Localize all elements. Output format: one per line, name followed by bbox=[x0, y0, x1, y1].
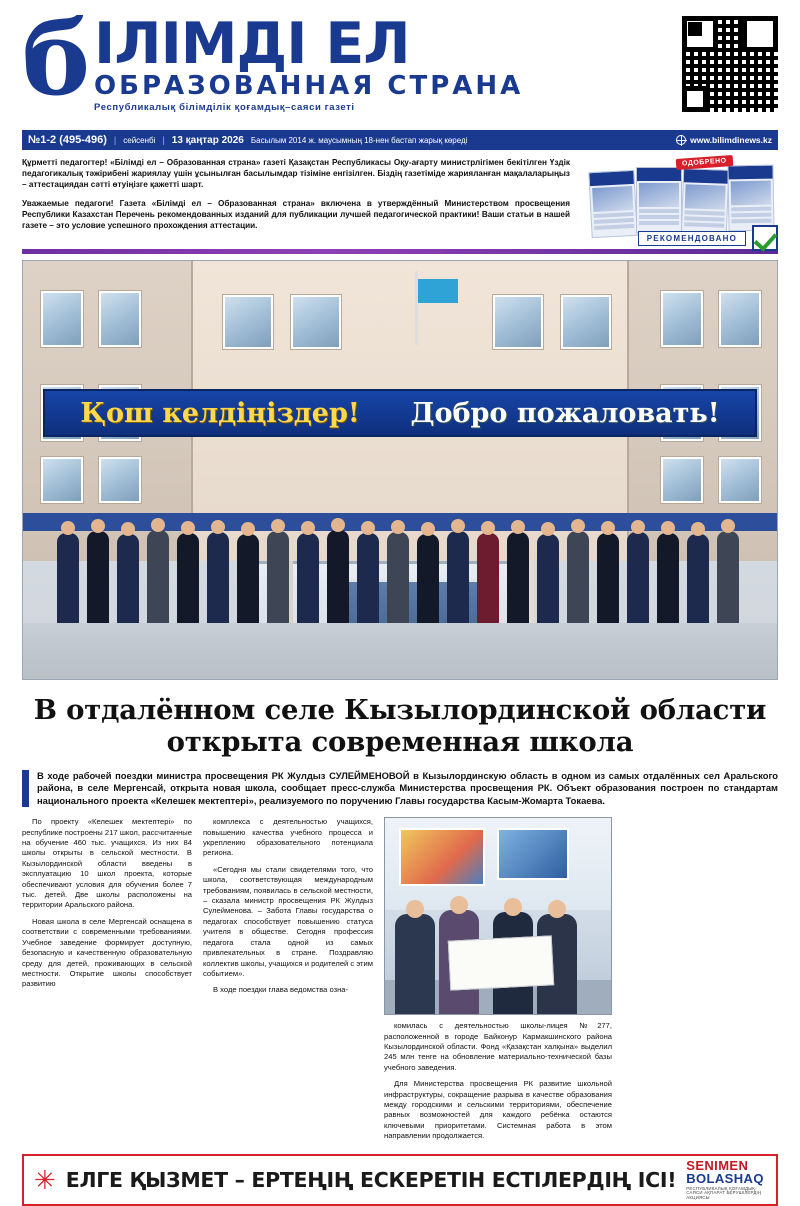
body-paragraph: По проекту «Келешек мектептері» по республике построены 217 школ, рассчитанные на обучение 460 тыс. учащихся. Из них 84 школы открыты в сельской местности. В Кызылординской области введены в эксплуатацию 10 школ проекта, которые обеспечивают условия для обучения более 7 тыс. детей. Две школы расположены на территории Аральского района. bbox=[22, 817, 192, 910]
article-body bbox=[22, 817, 778, 1015]
issue-covers-collage bbox=[580, 157, 778, 243]
lead-accent-bar bbox=[22, 770, 29, 807]
footer-slogan-banner bbox=[22, 1154, 778, 1206]
issue-number: №1-2 (495-496) bbox=[28, 134, 107, 146]
body-column-3-text bbox=[384, 1021, 612, 1141]
separator: | bbox=[113, 135, 117, 145]
masthead bbox=[22, 0, 778, 126]
body-column-2 bbox=[203, 817, 373, 1015]
article-headline: В отдалённом селе Кызылординской области открыта современная школа bbox=[33, 694, 767, 758]
snowflake-icon: ✳ bbox=[34, 1164, 56, 1195]
body-column-1 bbox=[22, 817, 192, 1015]
brand-line-2: BOLASHAQ bbox=[686, 1171, 764, 1187]
logo-letter: б bbox=[22, 0, 89, 119]
wall-poster bbox=[399, 828, 485, 886]
logo bbox=[22, 0, 524, 119]
editorial-note bbox=[22, 157, 778, 243]
recommended-badge: РЕКОМЕНДОВАНО bbox=[638, 231, 746, 246]
approved-stamp: ОДОБРЕНО bbox=[676, 155, 733, 170]
paper-subtitle: Республикалық білімділік қоғамдық–саяси газеті bbox=[94, 102, 355, 113]
editorial-note-kazakh: Құрметті педагогтер! «Білімді ел – Образованная страна» газеті Қазақстан Республикасы Оқу-ағарту министрлігімен бекітілген Үздік педагогикалық тәжірибені жариялау үшін ұсынылған басылымдар тізіміне енгізілген. Біздің газетіміде жарияланған мақалаларыңыз – аттестациядан сәтті өтуіңізге қажетті шарт. bbox=[22, 158, 570, 190]
paper-title-kazakh: ІЛІМДІ ЕЛ bbox=[94, 11, 410, 77]
campaign-brand bbox=[686, 1159, 766, 1200]
body-paragraph: Для Министерства просвещения РК развитие школьной инфраструктуры, сокращение разрыва в качестве образования между городскими и сельскими территориями, обеспечение равных возможностей для каждого ребёнка остаются ключевыми приоритетами. Системная работа в этом направлении продолжается. bbox=[384, 1079, 612, 1141]
body-paragraph: Новая школа в селе Мергенсай оснащена в соответствии с современными требованиями. Учебное заведение формирует доступную, безопасную и качественную образовательную среду для детей, проживающих в сельской местности. Открытие школы способствует развитию bbox=[22, 916, 192, 989]
welcome-text-kazakh: Қош келдіңіздер! bbox=[80, 397, 360, 429]
welcome-text-russian: Добро пожаловать! bbox=[410, 397, 720, 429]
founded-note: Басылым 2014 ж. маусымның 18-нен бастап жарық көреді bbox=[250, 135, 468, 145]
article-lead bbox=[22, 770, 778, 807]
document-sheet bbox=[448, 936, 554, 991]
body-paragraph: В ходе поездки глава ведомства озна- bbox=[213, 985, 349, 995]
officials-group-photo bbox=[57, 499, 743, 629]
editorial-note-russian: Уважаемые педагоги! Газета «Білімді ел – Образованная страна» включена в утверждённый Министерством просвещения Республики Казахстан Перечень рекомендованных изданий для публикации лучшей педагогической практики! Ваши статьи в нашей газете – это условие успешного прохождения аттестации. bbox=[22, 198, 570, 231]
website-url: www.bilimdinews.kz bbox=[690, 135, 772, 145]
qr-code-icon[interactable] bbox=[682, 16, 778, 112]
article-body-lower bbox=[22, 1021, 778, 1141]
cover-thumbnail bbox=[727, 165, 774, 232]
check-mark-icon bbox=[752, 225, 778, 251]
slogan-text: ЕЛГЕ ҚЫЗМЕТ – ЕРТЕҢІҢ ЕСКЕРЕТІН ЕСТІЛЕРДІҢ ІСІ! bbox=[65, 1167, 677, 1192]
cover-thumbnail bbox=[588, 170, 637, 238]
hero-photo bbox=[22, 260, 778, 680]
separator: | bbox=[162, 135, 165, 145]
paper-title-russian: ОБРАЗОВАННАЯ СТРАНА bbox=[94, 71, 524, 101]
brand-line-3: РЕСПУБЛИКАЛЫҚ ҚОҒАМДЫҚ-САЯСИ АҚПАРАТ БЕРУШІЛЕРДІҢ АКЦИЯСЫ bbox=[686, 1186, 762, 1200]
brand-line-1: SENIMEN bbox=[686, 1158, 749, 1174]
cover-thumbnail bbox=[636, 167, 682, 233]
lead-text: В ходе рабочей поездки министра просвещения РК Жулдыз СУЛЕЙМЕНОВОЙ в Кызылординскую область в одном из самых отдалённых сел Аральского района, в селе Мергенсай, открыта новая школа, сообщает пресс-служба Министерства просвещения РК. Объект образования построен по стандартам национального проекта «Келешек мектептері», реализуемого по поручению Главы государства Касым-Жомарта Токаева. bbox=[37, 770, 778, 806]
issue-date: 13 қаңтар 2026 bbox=[171, 134, 244, 146]
body-paragraph: комилась с деятельностью школы-лицея №277, расположенной в городе Байконур Кармакшинского района Кызылординской области. Фонд «Қазақстан халқына» выделил 245 млн тенге на обновление материально-технической базы учебного заведения. bbox=[384, 1021, 612, 1072]
issue-infobar bbox=[22, 130, 778, 150]
weekday: сейсенбі bbox=[123, 135, 156, 145]
wall-poster bbox=[497, 828, 569, 880]
secondary-photo bbox=[384, 817, 612, 1015]
globe-icon bbox=[676, 135, 686, 145]
body-paragraph: «Сегодня мы стали свидетелями того, что школа, соответствующая международным требованиям, появилась в сельской местности, – сказала министр просвещения РК Жулдыз Сулейменова. – Забота Главы государства о педагогах способствует повышению статуса учителя в обществе. Сегодня профессия педагога стала одной из самых привлекательных в стране. Поздравляю коллектив школы, учащихся и родителей с этим событием». bbox=[203, 864, 373, 978]
flagpole bbox=[415, 271, 418, 345]
body-column-3 bbox=[384, 817, 612, 1015]
welcome-banner bbox=[43, 389, 757, 437]
body-paragraph: комплекса с деятельностью учащихся, повышению качества учебного процесса и укреплению образовательного потенциала региона. bbox=[203, 817, 373, 858]
website-link[interactable] bbox=[676, 135, 772, 145]
